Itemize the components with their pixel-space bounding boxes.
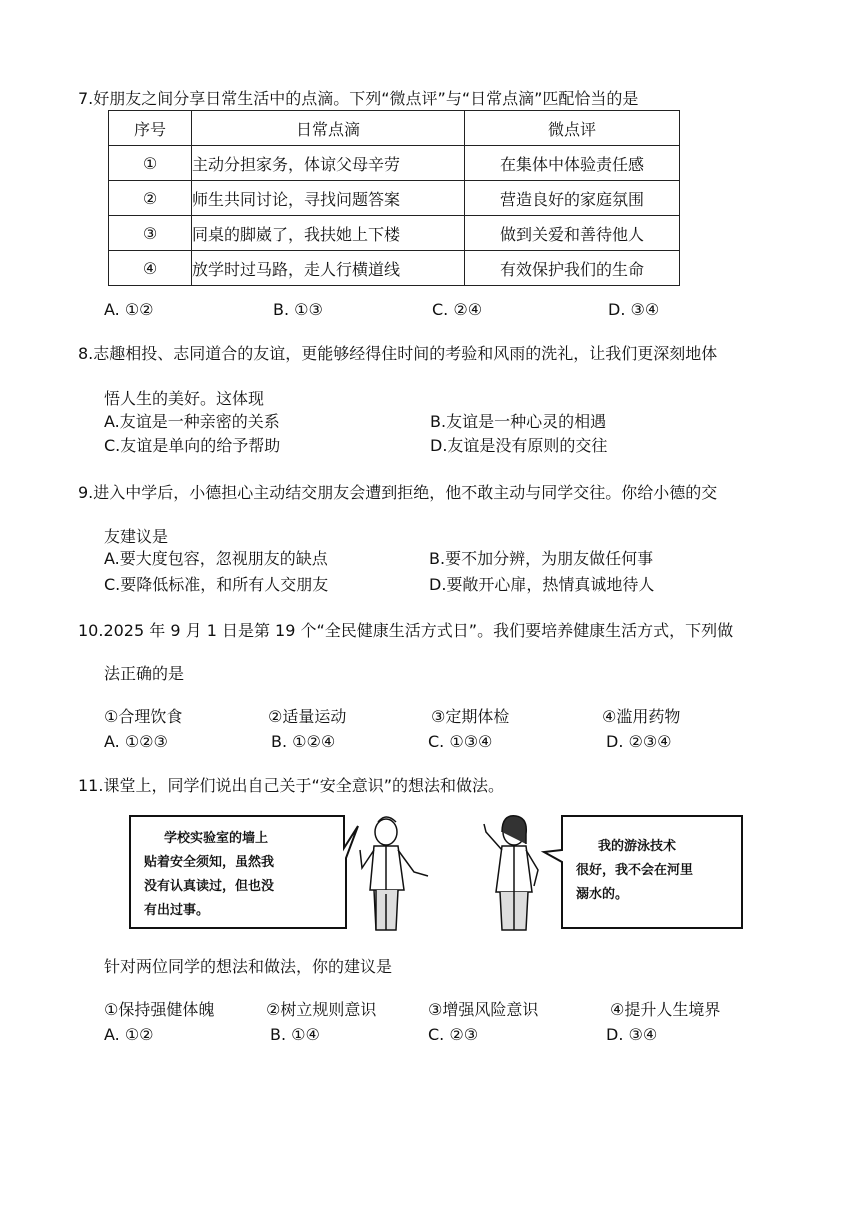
q7-table bbox=[108, 110, 680, 286]
q8-option-b[interactable]: B.友谊是一种心灵的相遇 bbox=[430, 412, 607, 431]
q7-option-b[interactable]: B. ①③ bbox=[273, 300, 323, 319]
cell-index: ② bbox=[109, 181, 192, 216]
table-row bbox=[109, 216, 680, 251]
q10-item-3: ③定期体检 bbox=[431, 707, 510, 726]
cell-index: ① bbox=[109, 146, 192, 181]
bubble-right-line3: 溺水的。 bbox=[576, 887, 629, 902]
q8-option-a[interactable]: A.友谊是一种亲密的关系 bbox=[104, 412, 280, 431]
header-comment: 微点评 bbox=[465, 111, 680, 146]
header-index: 序号 bbox=[109, 111, 192, 146]
q11-illustration bbox=[124, 810, 744, 938]
cell-daily: 放学时过马路，走人行横道线 bbox=[192, 251, 465, 286]
q8-stem-line1: 8.志趣相投、志同道合的友谊，更能够经得住时间的考验和风雨的洗礼，让我们更深刻地体 bbox=[78, 344, 718, 363]
bubble-left-line2: 贴着安全须知，虽然我 bbox=[144, 855, 275, 870]
cell-index: ④ bbox=[109, 251, 192, 286]
q7-stem: 7.好朋友之间分享日常生活中的点滴。下列“微点评”与“日常点滴”匹配恰当的是 bbox=[78, 89, 639, 108]
table-row bbox=[109, 251, 680, 286]
cell-daily: 主动分担家务，体谅父母辛劳 bbox=[192, 146, 465, 181]
cell-daily: 同桌的脚崴了，我扶她上下楼 bbox=[192, 216, 465, 251]
cell-comment: 在集体中体验责任感 bbox=[465, 146, 680, 181]
q11-option-b[interactable]: B. ①④ bbox=[270, 1025, 320, 1044]
bubble-left-line3: 没有认真读过，但也没 bbox=[144, 879, 275, 894]
cell-index: ③ bbox=[109, 216, 192, 251]
table-row bbox=[109, 146, 680, 181]
q10-item-2: ②适量运动 bbox=[268, 707, 347, 726]
q11-item-4: ④提升人生境界 bbox=[610, 1000, 721, 1019]
q11-option-c[interactable]: C. ②③ bbox=[428, 1025, 479, 1044]
cell-comment: 营造良好的家庭氛围 bbox=[465, 181, 680, 216]
bubble-right-line2: 很好，我不会在河里 bbox=[576, 863, 694, 878]
bubble-left-line4: 有出过事。 bbox=[144, 903, 210, 918]
q7-option-d[interactable]: D. ③④ bbox=[608, 300, 660, 319]
cell-daily: 师生共同讨论，寻找问题答案 bbox=[192, 181, 465, 216]
q11-option-d[interactable]: D. ③④ bbox=[606, 1025, 658, 1044]
q9-option-b[interactable]: B.要不加分辨，为朋友做任何事 bbox=[429, 549, 654, 568]
girl-figure bbox=[484, 816, 538, 930]
q11-item-3: ③增强风险意识 bbox=[428, 1000, 539, 1019]
q10-option-c[interactable]: C. ①③④ bbox=[428, 732, 493, 751]
q9-option-d[interactable]: D.要敞开心扉，热情真诚地待人 bbox=[429, 575, 655, 594]
q8-option-d[interactable]: D.友谊是没有原则的交往 bbox=[430, 436, 608, 455]
bubble-right-line1: 我的游泳技术 bbox=[598, 839, 677, 854]
q10-option-d[interactable]: D. ②③④ bbox=[606, 732, 672, 751]
q9-stem-line1: 9.进入中学后，小德担心主动结交朋友会遭到拒绝，他不敢主动与同学交往。你给小德的交 bbox=[78, 483, 718, 502]
bubble-left-line1: 学校实验室的墙上 bbox=[164, 831, 269, 846]
table-row bbox=[109, 181, 680, 216]
q7-option-a[interactable]: A. ①② bbox=[104, 300, 154, 319]
q11-stem: 11.课堂上，同学们说出自己关于“安全意识”的想法和做法。 bbox=[78, 776, 505, 795]
q11-item-1: ①保持强健体魄 bbox=[104, 1000, 215, 1019]
q7-option-c[interactable]: C. ②④ bbox=[432, 300, 483, 319]
q9-option-c[interactable]: C.要降低标准，和所有人交朋友 bbox=[104, 575, 329, 594]
header-daily: 日常点滴 bbox=[192, 111, 465, 146]
q10-option-a[interactable]: A. ①②③ bbox=[104, 732, 168, 751]
table-header-row bbox=[109, 111, 680, 146]
q11-item-2: ②树立规则意识 bbox=[266, 1000, 377, 1019]
q10-stem-line2: 法正确的是 bbox=[104, 664, 185, 683]
q10-option-b[interactable]: B. ①②④ bbox=[271, 732, 336, 751]
q10-stem-line1: 10.2025 年 9 月 1 日是第 19 个“全民健康生活方式日”。我们要培养健康生活方式，下列做 bbox=[78, 621, 734, 640]
boy-figure bbox=[360, 817, 428, 930]
q9-stem-line2: 友建议是 bbox=[104, 527, 169, 546]
q10-item-1: ①合理饮食 bbox=[104, 707, 183, 726]
q8-stem-line2: 悟人生的美好。这体现 bbox=[104, 389, 265, 408]
q8-option-c[interactable]: C.友谊是单向的给予帮助 bbox=[104, 436, 281, 455]
cell-comment: 有效保护我们的生命 bbox=[465, 251, 680, 286]
q9-option-a[interactable]: A.要大度包容，忽视朋友的缺点 bbox=[104, 549, 328, 568]
q11-option-a[interactable]: A. ①② bbox=[104, 1025, 154, 1044]
q11-prompt: 针对两位同学的想法和做法，你的建议是 bbox=[104, 957, 393, 976]
q10-item-4: ④滥用药物 bbox=[602, 707, 681, 726]
cell-comment: 做到关爱和善待他人 bbox=[465, 216, 680, 251]
